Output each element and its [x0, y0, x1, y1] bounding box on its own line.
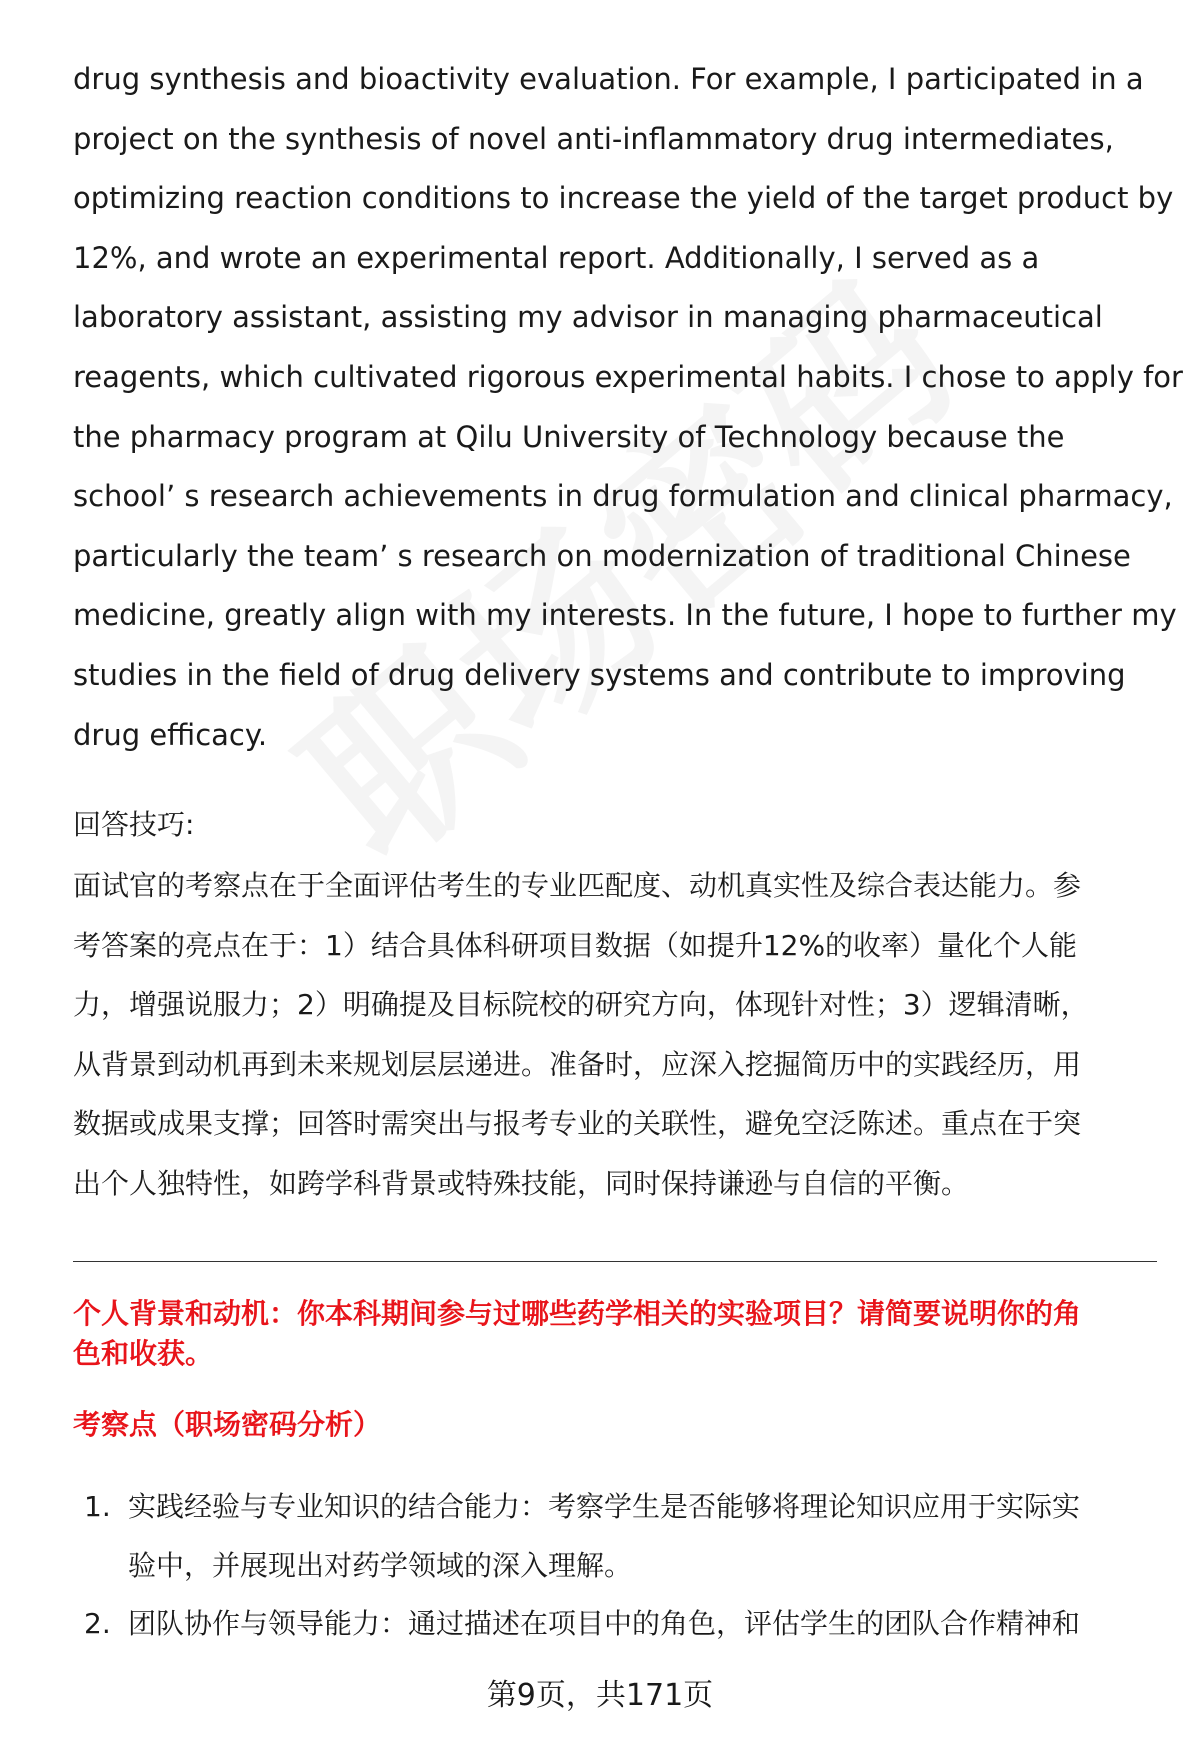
answer-line: optimizing reaction conditions to increase the yield of the target product by	[73, 181, 1174, 216]
tips-line: 考答案的亮点在于：1）结合具体科研项目数据（如提升12%的收率）量化个人能	[73, 928, 1078, 962]
answer-line: 12%, and wrote an experimental report. Additionally, I served as a	[73, 240, 1040, 275]
list-number: 2.	[84, 1607, 111, 1640]
page-number: 第9页，共171页	[486, 1678, 714, 1713]
tips-label: 回答技巧:	[73, 808, 195, 841]
list-line: 实践经验与专业知识的结合能力：考察学生是否能够将理论知识应用于实际实	[128, 1490, 1081, 1523]
key-points-list	[84, 1478, 1164, 1654]
key-points-title: 考察点（职场密码分析）	[73, 1408, 382, 1441]
question-line: 色和收获。	[73, 1337, 214, 1370]
tips-line: 出个人独特性，如跨学科背景或特殊技能，同时保持谦逊与自信的平衡。	[73, 1166, 970, 1200]
list-number: 1.	[84, 1490, 111, 1523]
list-line: 验中，并展现出对药学领域的深入理解。	[128, 1548, 633, 1582]
answer-text	[73, 50, 1183, 765]
answer-line: particularly the team’ s research on modernization of traditional Chinese	[73, 538, 1131, 573]
answer-line: studies in the field of drug delivery systems and contribute to improving	[73, 657, 1126, 692]
answer-line: project on the synthesis of novel anti-inflammatory drug intermediates,	[73, 121, 1114, 156]
tips-line: 面试官的考察点在于全面评估考生的专业匹配度、动机真实性及综合表达能力。参	[73, 869, 1082, 902]
list-item	[84, 1595, 1164, 1654]
question-line: 个人背景和动机：你本科期间参与过哪些药学相关的实验项目？请简要说明你的角	[73, 1297, 1082, 1330]
answer-line: reagents, which cultivated rigorous experimental habits. I chose to apply for	[73, 359, 1183, 394]
answer-line: laboratory assistant, assisting my advisor in managing pharmaceutical	[73, 300, 1103, 335]
list-line: 团队协作与领导能力：通过描述在项目中的角色，评估学生的团队合作精神和	[128, 1607, 1081, 1640]
question-heading	[73, 1294, 1163, 1374]
tips-line: 从背景到动机再到未来规划层层递进。准备时，应深入挖掘简历中的实践经历，用	[73, 1047, 1082, 1081]
answer-line: medicine, greatly align with my interests. In the future, I hope to further my	[73, 598, 1177, 633]
tips-line: 力，增强说服力；2）明确提及目标院校的研究方向，体现针对性；3）逻辑清晰，	[73, 988, 1089, 1021]
answer-line: school’ s research achievements in drug formulation and clinical pharmacy,	[73, 479, 1173, 514]
answer-line: the pharmacy program at Qilu University of Technology because the	[73, 419, 1065, 454]
list-item	[84, 1478, 1164, 1595]
answer-line: drug efficacy.	[73, 717, 268, 752]
divider	[73, 1261, 1157, 1262]
tips-text	[73, 856, 1163, 1213]
answer-line: drug synthesis and bioactivity evaluation. For example, I participated in a	[73, 62, 1144, 96]
tips-line: 数据或成果支撑；回答时需突出与报考专业的关联性，避免空泛陈述。重点在于突	[73, 1107, 1082, 1140]
